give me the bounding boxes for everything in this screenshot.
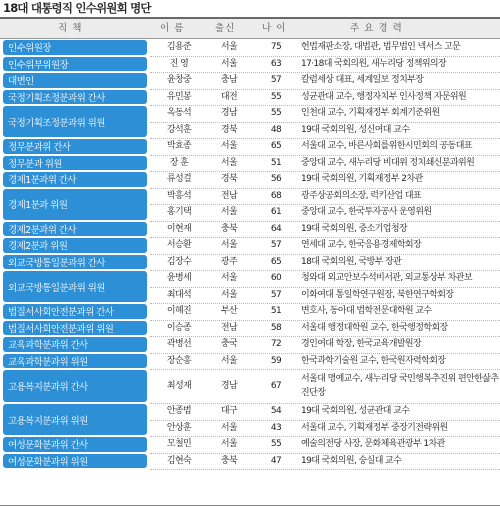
member-career: 연세대 교수, 한국응용경제학회장 — [301, 240, 422, 250]
table-row — [0, 188, 500, 205]
position-badge: 고용복지분과위 위원 — [3, 404, 147, 435]
member-career: 19대 국회의원, 중소기업청장 — [301, 223, 408, 234]
member-career: 중앙대 교수, 새누리당 비대위 정치쇄신분과위원 — [301, 157, 475, 168]
table-row — [0, 254, 500, 271]
member-name: 서승환 — [166, 240, 192, 250]
member-name: 유민봉 — [166, 91, 192, 102]
member-age: 51 — [270, 157, 282, 168]
table-row — [0, 403, 500, 420]
member-origin: 서울 — [220, 42, 238, 52]
position-badge: 경제1분과 위원 — [3, 189, 147, 220]
member-career: 19대 국회의원, 성신여대 교수 — [301, 124, 410, 135]
position-badge: 외교국방통일분과위 간사 — [3, 255, 147, 270]
position-badge: 정무분과위 간사 — [3, 139, 147, 154]
table-row — [0, 237, 500, 254]
position-badge: 국정기획조정분과위 간사 — [3, 90, 147, 105]
table-row — [0, 122, 500, 139]
member-career: 19대 국회의원, 성균관대 교수 — [301, 406, 410, 416]
member-origin: 서울 — [220, 355, 238, 366]
member-career: 17·18대 국회의원, 새누리당 정책위의장 — [301, 58, 447, 69]
table-row — [0, 39, 500, 56]
table-row — [0, 171, 500, 188]
position-badge: 정무분과 위원 — [3, 156, 147, 171]
table-row — [0, 270, 500, 287]
position-badge: 법질서사회안전분과위 간사 — [3, 304, 147, 319]
table-row — [0, 420, 500, 437]
position-badge: 경제2분과위 간사 — [3, 222, 147, 237]
position-badge: 대변인 — [3, 73, 147, 88]
member-origin: 충북 — [220, 455, 238, 466]
member-age: 64 — [270, 223, 282, 234]
member-age: 57 — [270, 240, 282, 250]
header-age: 나 이 — [262, 23, 287, 34]
member-age: 57 — [270, 289, 282, 300]
member-career: 광주상공회의소장, 럭키산업 대표 — [301, 190, 422, 201]
member-name: 이혜진 — [166, 306, 192, 316]
member-origin: 경북 — [220, 124, 238, 135]
header-position: 직 책 — [58, 23, 83, 34]
member-age: 51 — [270, 306, 282, 316]
member-career: 한국과학기술원 교수, 한국원자력학회장 — [301, 355, 446, 366]
member-age: 65 — [270, 141, 282, 151]
member-origin: 대구 — [220, 406, 238, 416]
member-origin: 서울 — [220, 273, 238, 283]
member-origin: 충국 — [220, 339, 238, 349]
member-career: 예술의전당 사장, 문화체육관광부 1차관 — [301, 439, 445, 449]
table-row — [0, 89, 500, 106]
member-age: 67 — [270, 381, 282, 391]
table-row — [0, 336, 500, 353]
table-header — [0, 17, 500, 39]
member-age: 55 — [270, 91, 282, 102]
member-age: 63 — [270, 58, 282, 69]
member-career: 중앙대 교수, 한국투자공사 운영위원 — [301, 207, 432, 217]
table-row — [0, 105, 500, 122]
member-age: 47 — [270, 455, 282, 466]
member-name: 류성걸 — [166, 174, 192, 184]
position-badge: 국정기획조정분과위 위원 — [3, 106, 147, 137]
member-age: 56 — [270, 174, 282, 184]
position-badge: 법질서사회안전분과위 위원 — [3, 321, 147, 336]
member-origin: 경남 — [220, 108, 238, 118]
member-career: 헌법재판소장, 대법관, 법무법인 넥서스 고문 — [301, 42, 461, 52]
member-age: 54 — [270, 406, 282, 416]
table-row — [0, 287, 500, 304]
header-career: 주 요 경 력 — [350, 23, 403, 34]
member-origin: 충북 — [220, 223, 238, 234]
member-name: 홍기택 — [166, 207, 192, 217]
row-divider — [150, 469, 500, 470]
table-row — [0, 369, 500, 403]
table-row — [0, 353, 500, 370]
member-name: 장순흥 — [166, 355, 192, 366]
member-career: 19대 국회의원, 기획재정부 2차관 — [301, 174, 423, 184]
position-badge: 경제2분과 위원 — [3, 238, 147, 253]
page-title: 18대 대통령직 인수위원회 명단 — [3, 1, 151, 15]
member-career: 변호사, 동아대 법학전문대학원 교수 — [301, 306, 432, 316]
table-row — [0, 204, 500, 221]
member-career: 19대 국회의원, 숭실대 교수 — [301, 455, 402, 466]
member-career: 청와대 외교안보수석비서관, 외교통상부 차관보 — [301, 273, 472, 283]
member-age: 65 — [270, 256, 282, 267]
position-badge: 교육과학분과위 간사 — [3, 337, 147, 352]
member-age: 55 — [270, 108, 282, 118]
member-name: 김용준 — [166, 42, 192, 52]
table-row — [0, 221, 500, 238]
member-age: 43 — [270, 422, 282, 433]
member-origin: 서울 — [220, 157, 238, 168]
member-name: 장 훈 — [169, 157, 189, 168]
table-row — [0, 138, 500, 155]
member-name: 박효종 — [166, 141, 192, 151]
member-origin: 서울 — [220, 207, 238, 217]
member-origin: 서울 — [220, 439, 238, 449]
member-name: 옥동석 — [166, 108, 192, 118]
member-origin: 전남 — [220, 190, 238, 201]
member-name: 최대석 — [166, 289, 192, 300]
member-age: 72 — [270, 339, 282, 349]
member-age: 59 — [270, 355, 282, 366]
member-age: 57 — [270, 75, 282, 85]
member-origin: 서울 — [220, 422, 238, 433]
member-name: 강석훈 — [166, 124, 192, 135]
table-row — [0, 303, 500, 320]
position-badge: 교육과학분과위 위원 — [3, 354, 147, 369]
member-career: 서울대 명예교수, 새누리당 국민행복추진위 편안한삶추진단장 — [301, 374, 499, 398]
member-origin: 경북 — [220, 174, 238, 184]
member-name: 윤병세 — [166, 273, 192, 283]
member-career: 18대 국회의원, 국방부 장관 — [301, 256, 402, 267]
member-name: 김장수 — [166, 256, 192, 267]
member-name: 모철민 — [166, 439, 192, 449]
member-age: 60 — [270, 273, 282, 283]
member-age: 61 — [270, 207, 282, 217]
table-row — [0, 72, 500, 89]
member-career: 이화여대 통일학연구원장, 북한연구학회장 — [301, 289, 454, 300]
member-origin: 대전 — [220, 91, 238, 102]
member-origin: 서울 — [220, 58, 238, 69]
member-career: 인천대 교수, 기획재정부 회계기준위원 — [301, 108, 440, 118]
member-career: 성균관대 교수, 행정자치부 인사정책 자문위원 — [301, 91, 467, 102]
member-age: 58 — [270, 322, 282, 333]
member-name: 윤창중 — [166, 75, 192, 85]
member-origin: 충남 — [220, 75, 238, 85]
member-name: 최성재 — [166, 381, 192, 391]
position-badge: 고용복지분과위 간사 — [3, 370, 147, 402]
table-row — [0, 155, 500, 172]
table-bottom-border — [0, 505, 500, 506]
member-name: 김현숙 — [166, 455, 192, 466]
member-name: 진 영 — [169, 58, 189, 69]
member-age: 55 — [270, 439, 282, 449]
member-origin: 서울 — [220, 289, 238, 300]
table-row — [0, 320, 500, 337]
table-row — [0, 56, 500, 73]
member-origin: 전남 — [220, 322, 238, 333]
position-badge: 경제1분과위 간사 — [3, 172, 147, 187]
member-origin: 부산 — [220, 306, 238, 316]
member-origin: 서울 — [220, 141, 238, 151]
table-row — [0, 453, 500, 470]
position-badge: 여성문화분과위 간사 — [3, 437, 147, 452]
position-badge: 인수위원장 — [3, 40, 147, 55]
member-origin: 서울 — [220, 240, 238, 250]
member-name: 안종범 — [166, 406, 192, 416]
member-origin: 경남 — [220, 381, 238, 391]
member-origin: 광주 — [220, 256, 238, 267]
header-origin: 출신 — [215, 23, 236, 34]
member-name: 안상훈 — [166, 422, 192, 433]
member-name: 이승종 — [166, 322, 192, 333]
member-career: 칼럼세상 대표, 세계일보 정치부장 — [301, 75, 424, 85]
member-name: 이현재 — [166, 223, 192, 234]
member-age: 75 — [270, 42, 282, 52]
member-name: 곽병선 — [166, 339, 192, 349]
member-age: 48 — [270, 124, 282, 135]
member-career: 서울대 교수, 기획재정부 중장기전략위원 — [301, 422, 448, 433]
table-row — [0, 436, 500, 453]
member-career: 서울대 교수, 바른사회를위한시민회의 공동대표 — [301, 141, 472, 151]
member-name: 박흥석 — [166, 190, 192, 201]
header-name: 이 름 — [160, 23, 185, 34]
position-badge: 인수위부위원장 — [3, 57, 147, 72]
member-career: 경인여대 학장, 한국교육개발원장 — [301, 339, 422, 349]
position-badge: 여성문화분과위 위원 — [3, 454, 147, 469]
position-badge: 외교국방통일분과위 위원 — [3, 271, 147, 302]
member-career: 서울대 행정대학원 교수, 한국행정학회장 — [301, 322, 448, 333]
member-age: 68 — [270, 190, 282, 201]
